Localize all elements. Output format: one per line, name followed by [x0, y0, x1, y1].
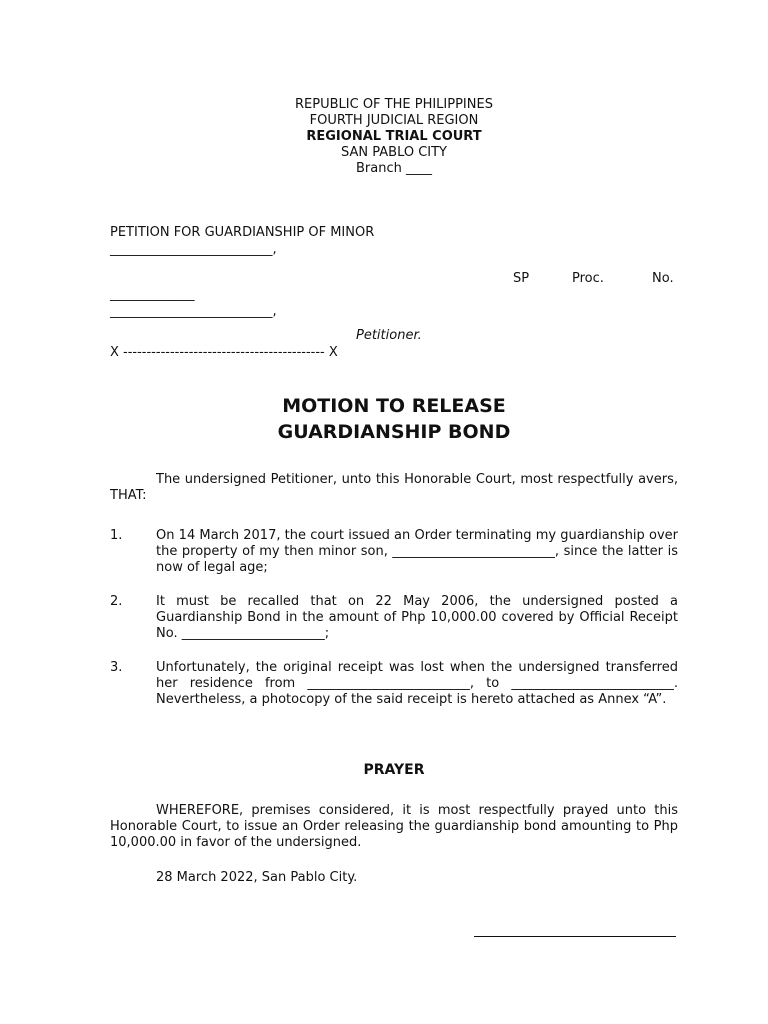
allegation-text: Unfortunately, the original receipt was lost when the undersigned transferred her residence from _________________________, to _________________________. Nevertheless, a photocopy of the said receipt is hereto attached as Annex “A”.: [156, 660, 678, 707]
case-number-blank: _____________: [110, 287, 195, 302]
allegation-item: [110, 528, 678, 576]
petition-title: PETITION FOR GUARDIANSHIP OF MINOR: [110, 225, 375, 240]
allegation-number: 1.: [110, 528, 123, 543]
motion-title-line-2: GUARDIANSHIP BOND: [277, 421, 511, 443]
header-city: SAN PABLO CITY: [341, 145, 447, 160]
allegation-text: On 14 March 2017, the court issued an Order terminating my guardianship over the property of my then minor son, _________________________, since the latter is now of legal age;: [156, 528, 678, 575]
prayer-heading: PRAYER: [363, 762, 425, 778]
allegation-number: 3.: [110, 660, 123, 675]
date-place-line: 28 March 2022, San Pablo City.: [156, 870, 358, 885]
proc-label: Proc.: [572, 271, 604, 286]
no-label: No.: [652, 271, 674, 286]
header-region: FOURTH JUDICIAL REGION: [309, 113, 479, 128]
header-republic: REPUBLIC OF THE PHILIPPINES: [295, 97, 493, 112]
header-court: REGIONAL TRIAL COURT: [306, 129, 482, 144]
allegation-item: [110, 594, 678, 642]
allegation-item: [110, 660, 678, 708]
motion-title-line-1: MOTION TO RELEASE: [282, 395, 506, 417]
petitioner-label: Petitioner.: [356, 328, 422, 343]
sp-label: SP: [513, 271, 530, 286]
motion-title: [110, 393, 678, 445]
prayer-paragraph: WHEREFORE, premises considered, it is most respectfully prayed unto this Honorable Court, to issue an Order releasing the guardianship bond amounting to Php 10,000.00 in favor of the undersigned.: [110, 803, 678, 850]
allegation-text: It must be recalled that on 22 May 2006, the undersigned posted a Guardianship Bond in the amount of Php 10,000.00 covered by Official Receipt No. ______________________;: [156, 594, 678, 641]
intro-paragraph: The undersigned Petitioner, unto this Honorable Court, most respectfully avers, THAT:: [110, 472, 678, 503]
header-branch: Branch ____: [356, 161, 432, 176]
court-header: [110, 97, 678, 177]
petitioner-name-blank: _________________________,: [110, 304, 277, 319]
allegation-number: 2.: [110, 594, 123, 609]
minor-name-blank: _________________________,: [110, 242, 277, 257]
caption-separator: X ------------------------------------------- X: [110, 345, 338, 360]
signature-line: [474, 936, 676, 937]
